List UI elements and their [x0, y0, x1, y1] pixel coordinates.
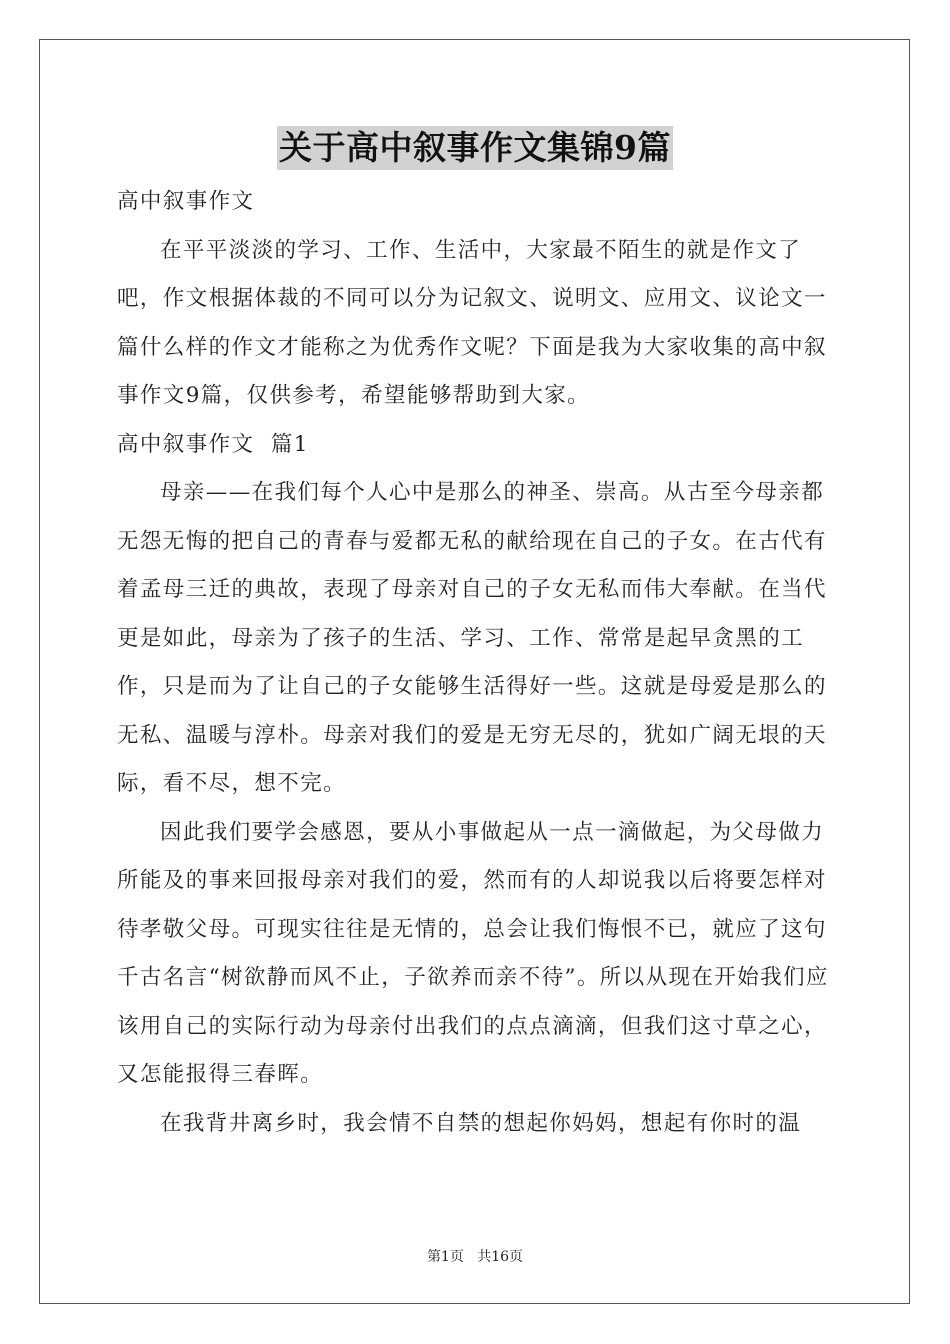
title-area	[0, 126, 950, 170]
section-heading: 高中叙事作文 篇1	[117, 431, 309, 457]
section-heading: 高中叙事作文	[117, 189, 255, 214]
page-footer	[0, 1246, 950, 1266]
paragraph: 因此我们要学会感恩，要从小事做起从一点一滴做起，为父母做力所能及的事来回报母亲对我们的爱，然而有的人却说我以后将要怎样对待孝敬父母。可现实往往是无情的，总会让我们悔恨不已，就应了这句千古名言“树欲静而风不止，子欲养而亲不待”。所以从现在开始我们应该用自己的实际行动为母亲付出我们的点点滴滴，但我们这寸草之心，又怎能报得三春晖。	[117, 819, 829, 1087]
page-number: 第1页	[426, 1249, 464, 1265]
paragraph: 在我背井离乡时，我会情不自禁的想起你妈妈，想起有你时的温	[160, 1110, 802, 1136]
document-body	[117, 178, 833, 1148]
paragraph: 在平平淡淡的学习、工作、生活中，大家最不陌生的就是作文了吧，作文根据体裁的不同可以分为记叙文、说明文、应用文、议论文一篇什么样的作文才能称之为优秀作文呢？下面是我为大家收集的高中叙事作文9篇，仅供参考，希望能够帮助到大家。	[117, 237, 827, 408]
page-total: 共16页	[477, 1249, 524, 1265]
document-title: 关于高中叙事作文集锦9篇	[277, 126, 673, 170]
paragraph: 母亲——在我们每个人心中是那么的神圣、崇高。从古至今母亲都无怨无悔的把自己的青春与爱都无私的献给现在自己的子女。在古代有着孟母三迁的典故，表现了母亲对自己的子女无私而伟大奉献。在当代更是如此，母亲为了孩子的生活、学习、工作、常常是起早贪黑的工作，只是而为了让自己的子女能够生活得好一些。这就是母爱是那么的无私、温暖与淳朴。母亲对我们的爱是无穷无尽的，犹如广阔无垠的天际，看不尽，想不完。	[117, 480, 827, 796]
